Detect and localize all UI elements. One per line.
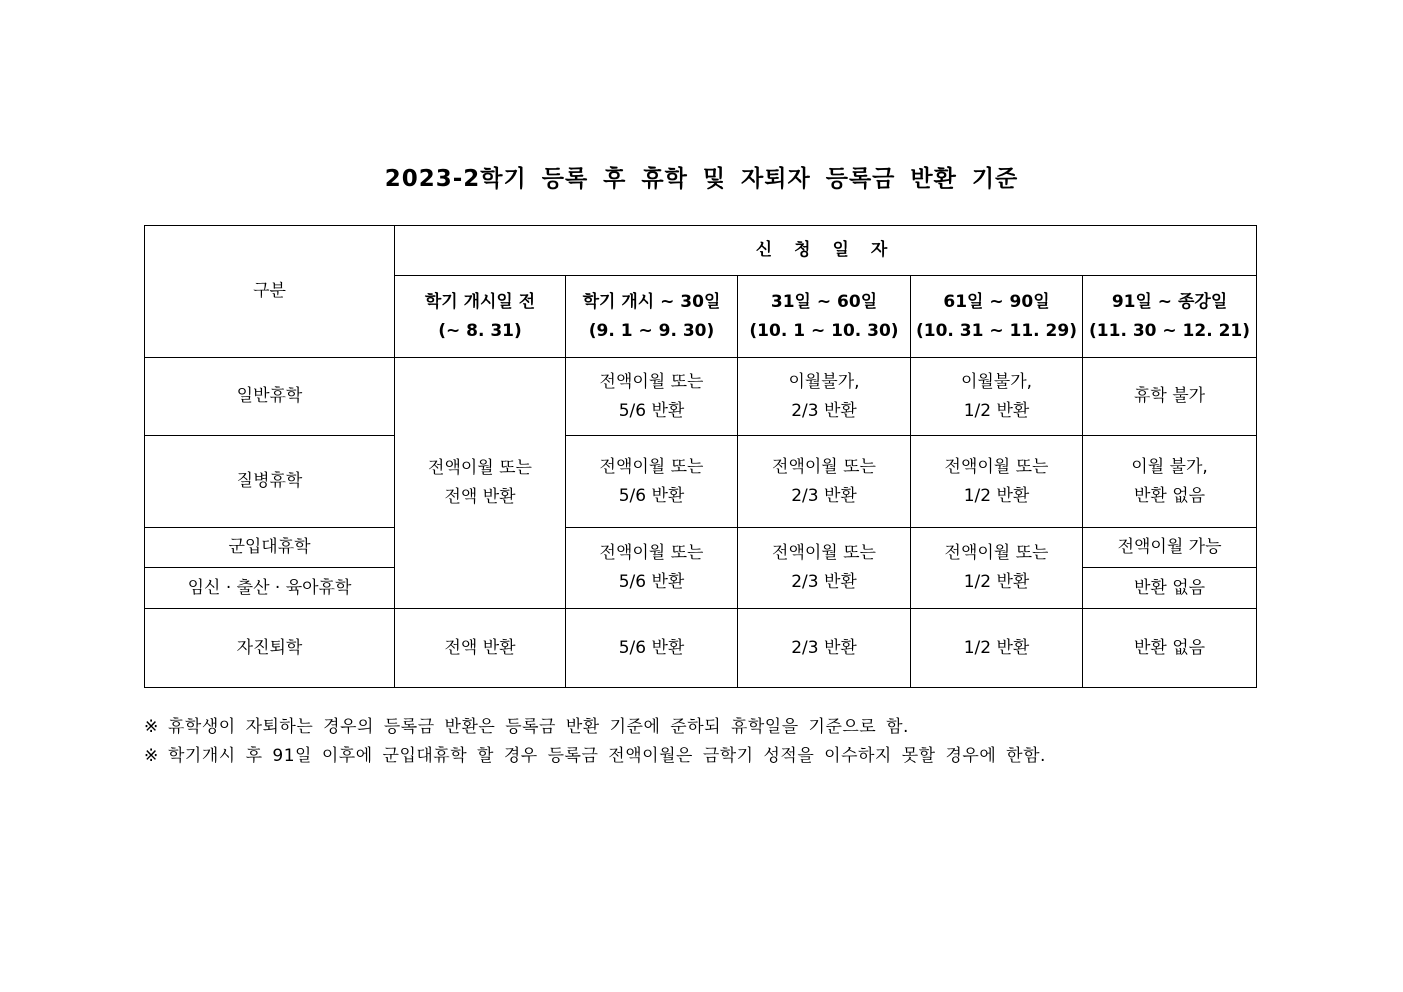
footnotes bbox=[144, 713, 1264, 771]
period-range: (~ 8. 31) bbox=[438, 320, 522, 341]
cell-line: 1/2 반환 bbox=[963, 400, 1030, 421]
illness-p5 bbox=[1083, 436, 1257, 528]
withdrawal-p3: 2/3 반환 bbox=[738, 609, 911, 688]
withdrawal-p1: 전액 반환 bbox=[395, 609, 566, 688]
withdrawal-p2: 5/6 반환 bbox=[566, 609, 738, 688]
row-label-maternity-leave: 임신 · 출산 · 육아휴학 bbox=[145, 568, 395, 609]
cell-line: 전액이월 또는 bbox=[599, 456, 704, 477]
cell-line: 반환 없음 bbox=[1133, 485, 1206, 506]
period-label: 학기 개시 ~ 30일 bbox=[582, 291, 721, 312]
illness-p2 bbox=[566, 436, 738, 528]
row-label-general-leave: 일반휴학 bbox=[145, 358, 395, 436]
illness-p4 bbox=[911, 436, 1083, 528]
cell-line: 1/2 반환 bbox=[963, 572, 1030, 592]
cell-line: 이월불가, bbox=[960, 371, 1033, 392]
period-range: (11. 30 ~ 12. 21) bbox=[1089, 320, 1251, 341]
period-range: (10. 1 ~ 10. 30) bbox=[749, 320, 899, 341]
period-label: 61일 ~ 90일 bbox=[943, 291, 1050, 312]
reference-mark-icon: ※ bbox=[144, 746, 159, 766]
row-label-military-leave: 군입대휴학 bbox=[145, 528, 395, 568]
period-label: 학기 개시일 전 bbox=[424, 291, 536, 312]
general-p2 bbox=[566, 358, 738, 436]
cell-line: 1/2 반환 bbox=[963, 485, 1030, 506]
military-maternity-p3 bbox=[738, 528, 911, 609]
footnote-text: 휴학생이 자퇴하는 경우의 등록금 반환은 등록금 반환 기준에 준하되 휴학일을 기준으로 함. bbox=[168, 717, 909, 737]
row-label-voluntary-withdrawal: 자진퇴학 bbox=[145, 609, 395, 688]
footnote-1 bbox=[144, 713, 1264, 742]
general-p5: 휴학 불가 bbox=[1083, 358, 1257, 436]
refund-criteria-table bbox=[144, 225, 1257, 688]
footnote-text: 학기개시 후 91일 이후에 군입대휴학 할 경우 등록금 전액이월은 금학기 성적을 이수하지 못할 경우에 한함. bbox=[168, 746, 1046, 766]
header-row-top bbox=[145, 226, 1257, 276]
before-start-merged-cell bbox=[395, 358, 566, 609]
row-military-leave bbox=[145, 528, 1257, 568]
withdrawal-p5: 반환 없음 bbox=[1083, 609, 1257, 688]
cell-line: 전액이월 또는 bbox=[772, 543, 876, 563]
military-maternity-p2 bbox=[566, 528, 738, 609]
reference-mark-icon: ※ bbox=[144, 717, 159, 737]
cell-line: 전액이월 또는 bbox=[599, 543, 704, 563]
row-label-illness-leave: 질병휴학 bbox=[145, 436, 395, 528]
period-label: 31일 ~ 60일 bbox=[770, 291, 878, 312]
cell-line: 이월 불가, bbox=[1131, 456, 1208, 477]
cell-line: 전액이월 또는 bbox=[944, 543, 1049, 563]
illness-p3 bbox=[738, 436, 911, 528]
cell-line: 5/6 반환 bbox=[618, 485, 685, 506]
category-header bbox=[145, 226, 395, 358]
row-voluntary-withdrawal bbox=[145, 609, 1257, 688]
cell-line: 전액이월 또는 bbox=[772, 456, 876, 477]
period-header-3 bbox=[738, 276, 911, 358]
document-title: 2023-2학기 등록 후 휴학 및 자퇴자 등록금 반환 기준 bbox=[384, 166, 1019, 192]
period-header-4 bbox=[911, 276, 1083, 358]
cell-line: 전액이월 또는 bbox=[599, 371, 704, 392]
row-illness-leave bbox=[145, 436, 1257, 528]
period-range: (9. 1 ~ 9. 30) bbox=[588, 320, 715, 341]
cell-line: 전액이월 또는 bbox=[428, 458, 532, 478]
general-p4 bbox=[911, 358, 1083, 436]
maternity-p5: 반환 없음 bbox=[1083, 568, 1257, 609]
withdrawal-p4: 1/2 반환 bbox=[911, 609, 1083, 688]
cell-line: 이월불가, bbox=[788, 371, 860, 392]
period-range: (10. 31 ~ 11. 29) bbox=[915, 320, 1077, 341]
period-header-2 bbox=[566, 276, 738, 358]
category-header-label: 구분 bbox=[253, 281, 286, 301]
general-p3 bbox=[738, 358, 911, 436]
period-header-5 bbox=[1083, 276, 1257, 358]
cell-line: 전액 반환 bbox=[444, 487, 516, 507]
cell-line: 5/6 반환 bbox=[618, 572, 685, 592]
military-maternity-p4 bbox=[911, 528, 1083, 609]
period-header-1 bbox=[395, 276, 566, 358]
cell-line: 2/3 반환 bbox=[791, 572, 857, 592]
cell-line: 2/3 반환 bbox=[791, 485, 857, 506]
military-p5: 전액이월 가능 bbox=[1083, 528, 1257, 568]
cell-line: 2/3 반환 bbox=[791, 400, 857, 421]
row-general-leave bbox=[145, 358, 1257, 436]
cell-line: 전액이월 또는 bbox=[944, 456, 1049, 477]
apply-date-header: 신 청 일 자 bbox=[395, 226, 1257, 276]
cell-line: 5/6 반환 bbox=[618, 400, 685, 421]
period-label: 91일 ~ 종강일 bbox=[1111, 291, 1228, 312]
footnote-2 bbox=[144, 742, 1264, 771]
